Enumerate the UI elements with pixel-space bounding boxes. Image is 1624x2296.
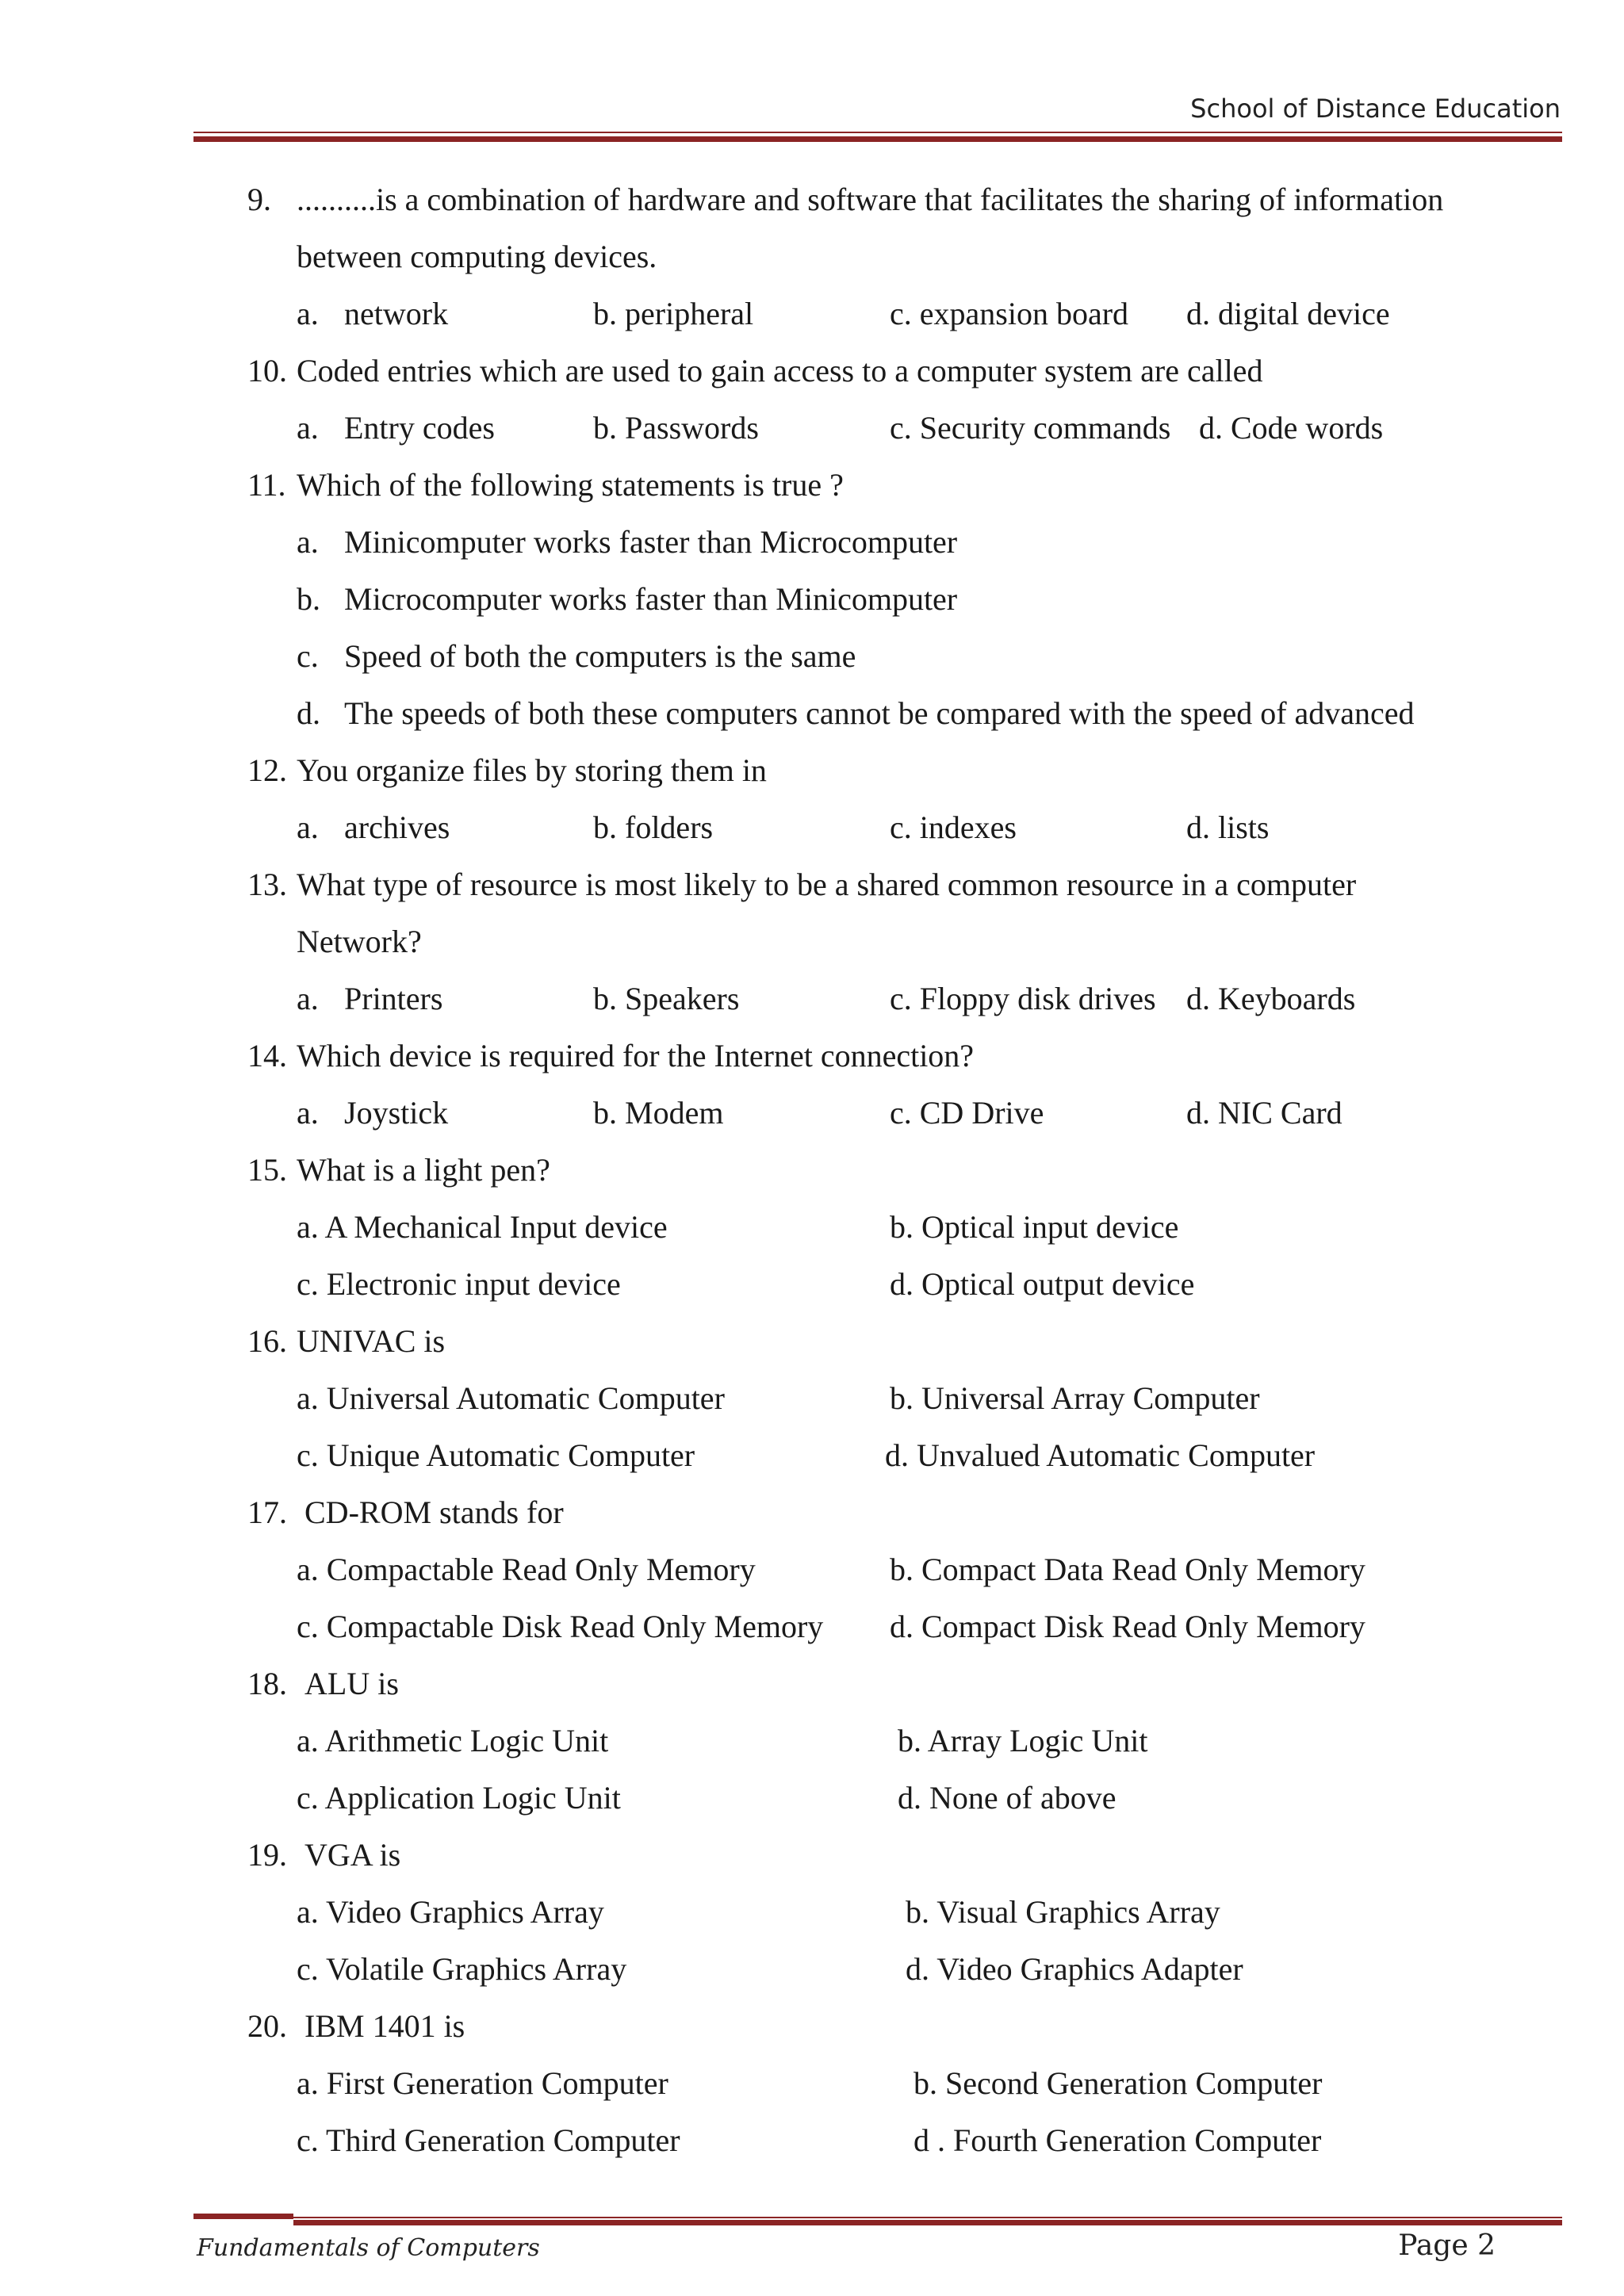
question-14-text: Which device is required for the Internet connection?	[297, 1038, 975, 1073]
footer-rule-thin	[193, 2217, 1562, 2218]
question-11-text: Which of the following statements is true ?	[297, 467, 844, 503]
question-20-text: IBM 1401 is	[304, 2008, 465, 2044]
question-17-text: CD-ROM stands for	[304, 1494, 564, 1530]
question-10-option-b: b. Passwords	[593, 410, 759, 446]
question-10-option-d: d. Code words	[1199, 410, 1384, 446]
question-15-number: 15.	[247, 1152, 287, 1188]
question-11-option-b: Microcomputer works faster than Minicomputer	[344, 581, 958, 617]
question-17-option-b: b. Compact Data Read Only Memory	[890, 1552, 1365, 1587]
question-13-option-d: d. Keyboards	[1186, 981, 1356, 1016]
question-13-option-b: b. Speakers	[593, 981, 740, 1016]
question-15-option-c: c. Electronic input device	[297, 1266, 621, 1302]
question-13-option-a: Printers	[344, 981, 443, 1016]
page-header: School of Distance Education	[1190, 94, 1561, 124]
question-13-text-cont: Network?	[297, 924, 422, 959]
question-11-option-a: Minicomputer works faster than Microcomputer	[344, 524, 958, 560]
question-9-text: ..........is a combination of hardware and software that facilitates the sharing of information	[297, 182, 1444, 217]
question-10-option-a-letter: a.	[297, 410, 319, 446]
header-rule-thick	[193, 136, 1562, 142]
question-11-option-a-letter: a.	[297, 524, 319, 560]
question-17-option-d: d. Compact Disk Read Only Memory	[890, 1609, 1365, 1644]
question-20-number: 20.	[247, 2008, 287, 2044]
question-12-option-b: b. folders	[593, 809, 714, 845]
question-20-option-c: c. Third Generation Computer	[297, 2122, 680, 2158]
question-9-option-a: network	[344, 296, 449, 331]
question-15-option-d: d. Optical output device	[890, 1266, 1195, 1302]
question-12-option-d: d. lists	[1186, 809, 1270, 845]
question-17-number: 17.	[247, 1494, 287, 1530]
question-18-text: ALU is	[304, 1666, 399, 1701]
question-14-number: 14.	[247, 1038, 287, 1073]
question-16-option-a: a. Universal Automatic Computer	[297, 1380, 725, 1416]
question-11-option-d-letter: d.	[297, 695, 320, 731]
question-17-option-c: c. Compactable Disk Read Only Memory	[297, 1609, 824, 1644]
question-12-text: You organize files by storing them in	[297, 752, 767, 788]
question-13-number: 13.	[247, 867, 287, 902]
question-15-option-a: a. A Mechanical Input device	[297, 1209, 668, 1245]
question-20-option-d: d . Fourth Generation Computer	[914, 2122, 1322, 2158]
question-18-option-b: b. Array Logic Unit	[898, 1723, 1148, 1758]
question-10-text: Coded entries which are used to gain access to a computer system are called	[297, 353, 1263, 388]
question-9-option-b: b. peripheral	[593, 296, 754, 331]
question-19-option-a: a. Video Graphics Array	[297, 1894, 604, 1930]
question-13-option-c: c. Floppy disk drives	[890, 981, 1156, 1016]
question-18-option-d: d. None of above	[898, 1780, 1116, 1816]
question-14-option-c: c. CD Drive	[890, 1095, 1044, 1131]
question-16-number: 16.	[247, 1323, 287, 1359]
question-15-text: What is a light pen?	[297, 1152, 550, 1188]
page-number: Page 2	[1398, 2229, 1496, 2262]
question-19-number: 19.	[247, 1837, 287, 1873]
question-19-text: VGA is	[304, 1837, 401, 1873]
question-13-text: What type of resource is most likely to be a shared common resource in a computer	[297, 867, 1357, 902]
question-20-option-b: b. Second Generation Computer	[914, 2065, 1323, 2101]
question-9-option-c: c. expansion board	[890, 296, 1129, 331]
question-14-option-a: Joystick	[344, 1095, 449, 1131]
question-18-number: 18.	[247, 1666, 287, 1701]
question-14-option-b: b. Modem	[593, 1095, 724, 1131]
question-11-number: 11.	[247, 467, 286, 503]
question-11-option-d: The speeds of both these computers cannot be compared with the speed of advanced	[344, 695, 1415, 731]
question-19-option-c: c. Volatile Graphics Array	[297, 1951, 627, 1987]
question-9-text-cont: between computing devices.	[297, 239, 657, 274]
question-10-number: 10.	[247, 353, 287, 388]
question-13-option-a-letter: a.	[297, 981, 319, 1016]
footer-title: Fundamentals of Computers	[197, 2234, 540, 2262]
question-20-option-a: a. First Generation Computer	[297, 2065, 668, 2101]
question-9-option-d: d. digital device	[1186, 296, 1390, 331]
question-10-option-a: Entry codes	[344, 410, 495, 446]
question-15-option-b: b. Optical input device	[890, 1209, 1179, 1245]
question-10-option-c: c. Security commands	[890, 410, 1171, 446]
question-14-option-a-letter: a.	[297, 1095, 319, 1131]
question-18-option-c: c. Application Logic Unit	[297, 1780, 621, 1816]
header-rule-thin	[193, 132, 1562, 133]
question-16-option-c: c. Unique Automatic Computer	[297, 1437, 695, 1473]
question-14-option-d: d. NIC Card	[1186, 1095, 1342, 1131]
question-16-option-b: b. Universal Array Computer	[890, 1380, 1260, 1416]
question-12-option-c: c. indexes	[890, 809, 1017, 845]
question-9-option-a-letter: a.	[297, 296, 319, 331]
footer-rule-thick	[293, 2220, 1562, 2225]
question-16-text: UNIVAC is	[297, 1323, 446, 1359]
question-11-option-c-letter: c.	[297, 638, 319, 674]
question-12-number: 12.	[247, 752, 287, 788]
question-11-option-b-letter: b.	[297, 581, 320, 617]
question-19-option-d: d. Video Graphics Adapter	[906, 1951, 1243, 1987]
question-16-option-d: d. Unvalued Automatic Computer	[885, 1437, 1316, 1473]
question-11-option-c: Speed of both the computers is the same	[344, 638, 856, 674]
question-12-option-a-letter: a.	[297, 809, 319, 845]
question-17-option-a: a. Compactable Read Only Memory	[297, 1552, 756, 1587]
question-9-number: 9.	[247, 182, 271, 217]
question-18-option-a: a. Arithmetic Logic Unit	[297, 1723, 609, 1758]
question-12-option-a: archives	[344, 809, 450, 845]
question-19-option-b: b. Visual Graphics Array	[906, 1894, 1220, 1930]
